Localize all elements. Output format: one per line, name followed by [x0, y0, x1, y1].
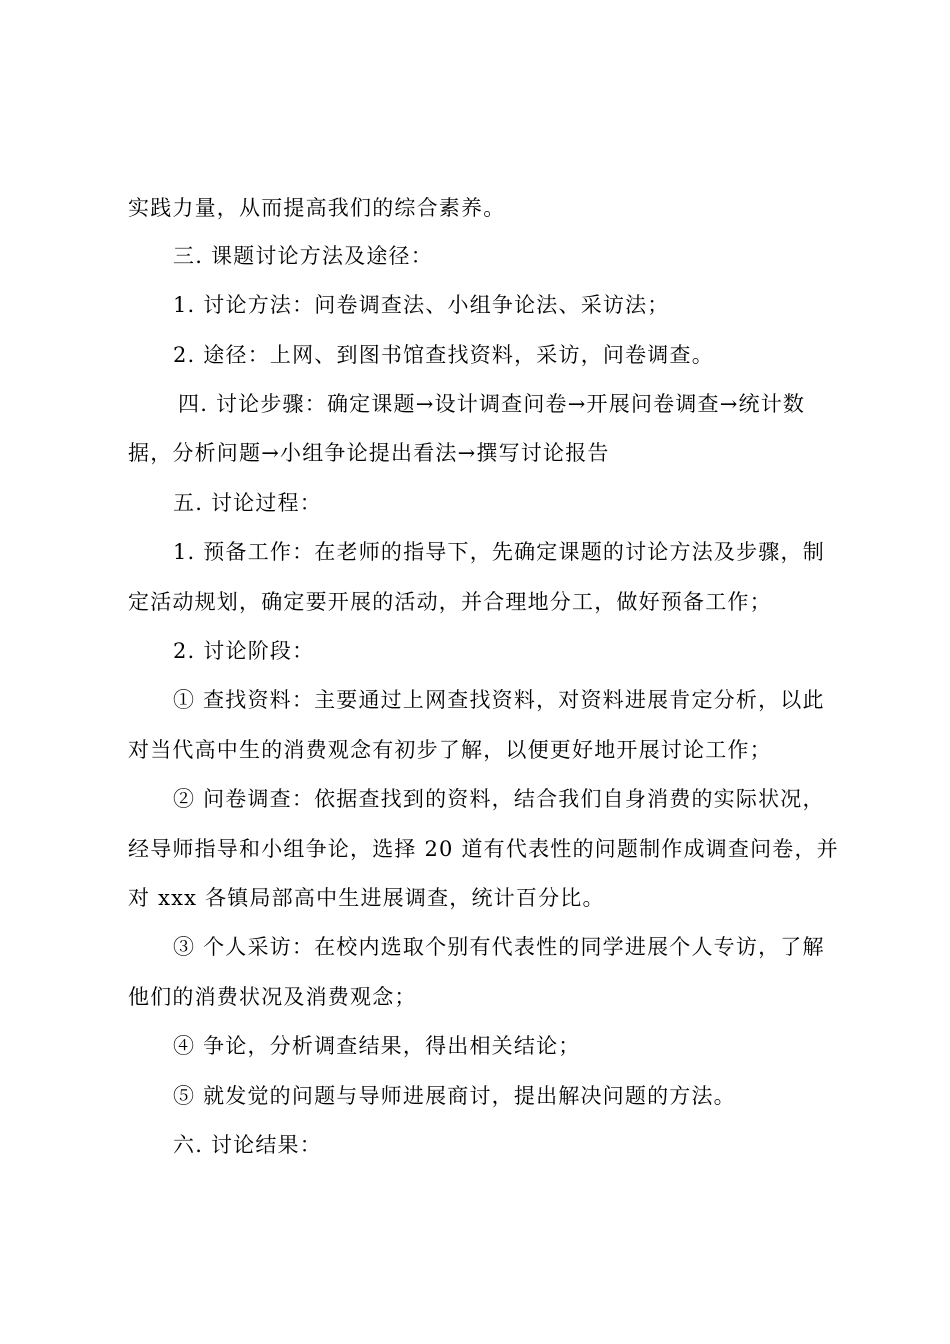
list-item-research-stage: 2. 讨论阶段： [173, 639, 315, 663]
paragraph-line: 定活动规划，确定要开展的活动，并合理地分工，做好预备工作； [128, 590, 772, 614]
list-item-interview: ③ 个人采访：在校内选取个别有代表性的同学进展个人专访，了解 [173, 935, 825, 959]
section-heading-steps: 四. 讨论步骤：确定课题→设计调查问卷→开展问卷调查→统计数 [178, 392, 806, 416]
list-item-methods: 1. 讨论方法：问卷调查法、小组争论法、采访法； [173, 293, 670, 317]
list-item-discussion: ④ 争论，分析调查结果，得出相关结论； [173, 1034, 581, 1058]
paragraph-line: 他们的消费状况及消费观念； [128, 985, 417, 1009]
list-item-preparation: 1. 预备工作：在老师的指导下，先确定课题的讨论方法及步骤，制 [173, 540, 825, 564]
paragraph-line: 据，分析问题→小组争论提出看法→撰写讨论报告 [128, 441, 610, 465]
section-heading-process: 五. 讨论过程： [173, 491, 322, 515]
list-item-find-materials: ① 查找资料：主要通过上网查找资料，对资料进展肯定分析，以此 [173, 688, 825, 712]
paragraph-line: 实践力量，从而提高我们的综合素养。 [128, 196, 506, 220]
list-item-consult: ⑤ 就发觉的问题与导师进展商讨，提出解决问题的方法。 [173, 1084, 736, 1108]
list-item-channels: 2. 途径：上网、到图书馆查找资料，采访，问卷调查。 [173, 343, 714, 367]
list-item-questionnaire: ② 问卷调查：依据查找到的资料，结合我们自身消费的实际状况， [173, 787, 825, 811]
paragraph-line: 对当代高中生的消费观念有初步了解，以便更好地开展讨论工作； [128, 738, 772, 762]
paragraph-line: 对 xxx 各镇局部高中生进展调查，统计百分比。 [128, 886, 605, 910]
section-heading-methods: 三. 课题讨论方法及途径： [173, 244, 433, 268]
paragraph-line: 经导师指导和小组争论，选择 20 道有代表性的问题制作成调查问卷，并 [128, 837, 839, 861]
section-heading-results: 六. 讨论结果： [173, 1133, 322, 1157]
